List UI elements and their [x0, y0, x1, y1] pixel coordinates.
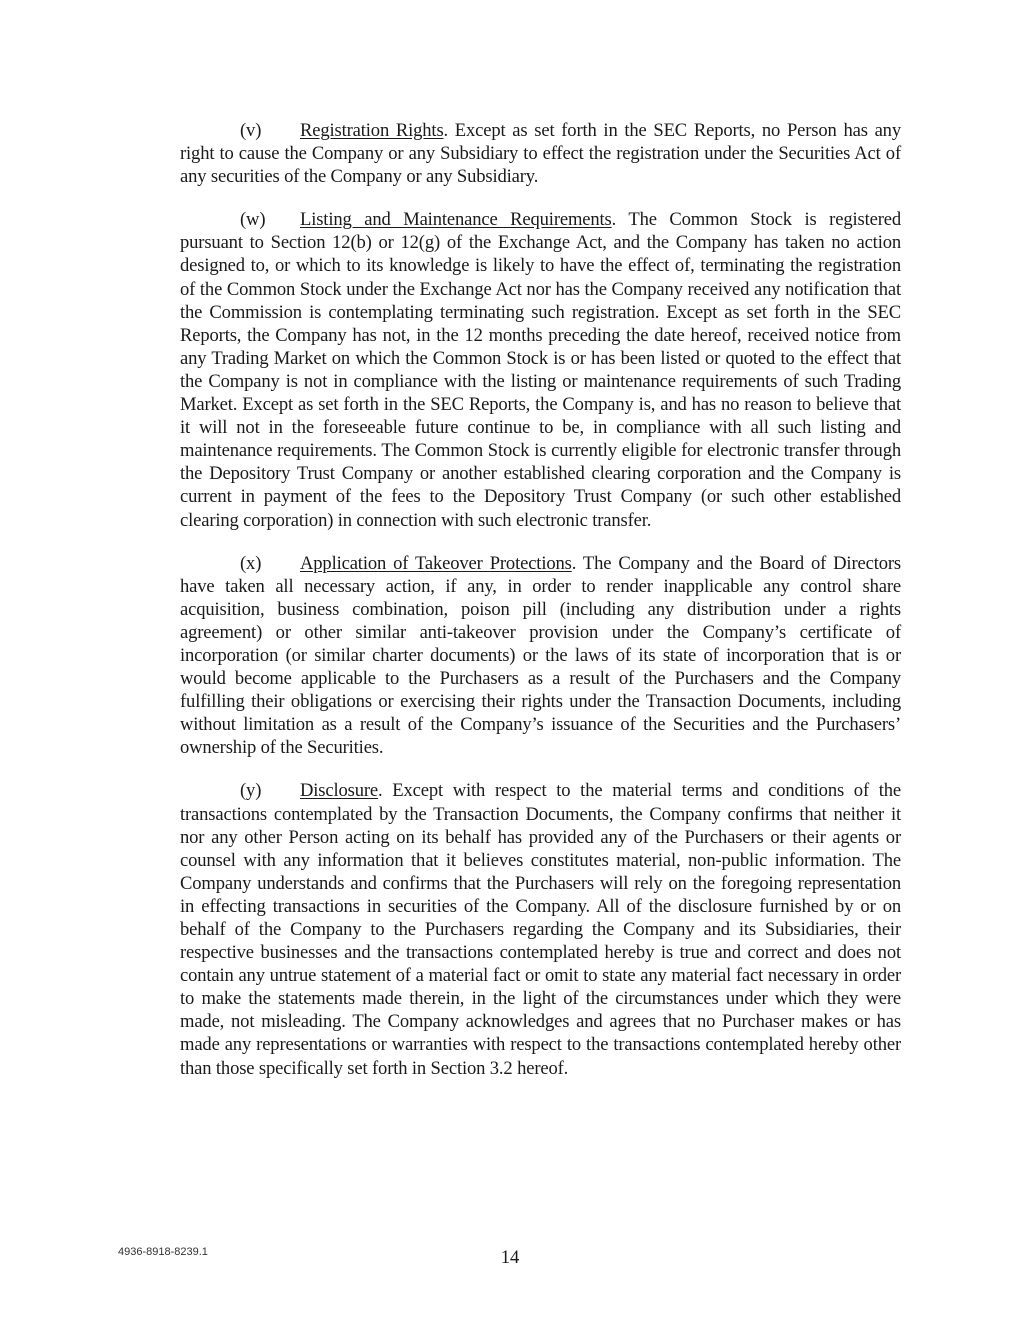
paragraph-registration-rights	[180, 119, 901, 188]
paragraph-heading: Listing and Maintenance Requirements	[300, 209, 612, 231]
document-body	[180, 119, 901, 1100]
paragraph-listing-maintenance	[180, 208, 901, 531]
paragraph-heading: Application of Takeover Protections	[300, 552, 572, 574]
paragraph-heading: Disclosure	[300, 780, 379, 802]
paragraph-text: . The Company and the Board of Directors have taken all necessary action, if any, in order to render inapplicable any control share acquisition, business combination, poison pill (including any distribution under a rights agreement) or other similar anti-takeover provision under the Company’s certificate of incorporation (or similar charter documents) or the laws of its state of incorporation that is or would become applicable to the Purchasers as a result of the Purchasers and the Company fulfilling their obligations or exercising their rights under the Transaction Documents, including without limitation as a result of the Company’s issuance of the Securities and the Purchasers’ ownership of the Securities.	[180, 552, 901, 759]
paragraph-text: . Except with respect to the material terms and conditions of the transactions contemplated by the Transaction Documents, the Company confirms that neither it nor any other Person acting on its behalf has provided any of the Purchasers or their agents or counsel with any information that it believes constitutes material, non-public information. The Company understands and confirms that the Purchasers will rely on the foregoing representation in effecting transactions in securities of the Company. All of the disclosure furnished by or on behalf of the Company to the Purchasers regarding the Company and its Subsidiaries, their respective businesses and the transactions contemplated hereby is true and correct and does not contain any untrue statement of a material fact or omit to state any material fact necessary in order to make the statements made therein, in the light of the circumstances under which they were made, not misleading. The Company acknowledges and agrees that no Purchaser makes or has made any representations or warranties with respect to the transactions contemplated hereby other than those specifically set forth in Section 3.2 hereof.	[180, 780, 901, 1079]
paragraph-number: (v)	[240, 120, 262, 141]
paragraph-number: (y)	[240, 780, 262, 802]
paragraph-number: (x)	[240, 552, 262, 574]
paragraph-takeover-protections	[180, 552, 901, 760]
paragraph-text: . The Common Stock is registered pursuant to Section 12(b) or 12(g) of the Exchange Act, and the Company has taken no action designed to, or which to its knowledge is likely to have the effect of, terminating the registration of the Common Stock under the Exchange Act nor has the Company received any notification that the Commission is contemplating terminating such registration. Except as set forth in the SEC Reports, the Company has not, in the 12 months preceding the date hereof, received notice from any Trading Market on which the Common Stock is or has been listed or quoted to the effect that the Company is not in compliance with the listing or maintenance requirements of such Trading Market. Except as set forth in the SEC Reports, the Company is, and has no reason to believe that it will not in the foreseeable future continue to be, in compliance with all such listing and maintenance requirements. The Common Stock is currently eligible for electronic transfer through the Depository Trust Company or another established clearing corporation and the Company is current in payment of the fees to the Depository Trust Company (or such other established clearing corporation) in connection with such electronic transfer.	[180, 209, 901, 531]
paragraph-disclosure	[180, 779, 901, 1079]
paragraph-heading: Registration Rights	[300, 120, 444, 141]
paragraph-number: (w)	[240, 209, 266, 231]
paragraph-text: . Except as set forth in the SEC Reports, no Person has any right to cause the Company or any Subsidiary to effect the registration under the Securities Act of any securities of the Company or any Subsidiary.	[180, 120, 901, 188]
page-number: 14	[500, 1247, 520, 1268]
footer-document-id: 4936-8918-8239.1	[118, 1246, 208, 1258]
